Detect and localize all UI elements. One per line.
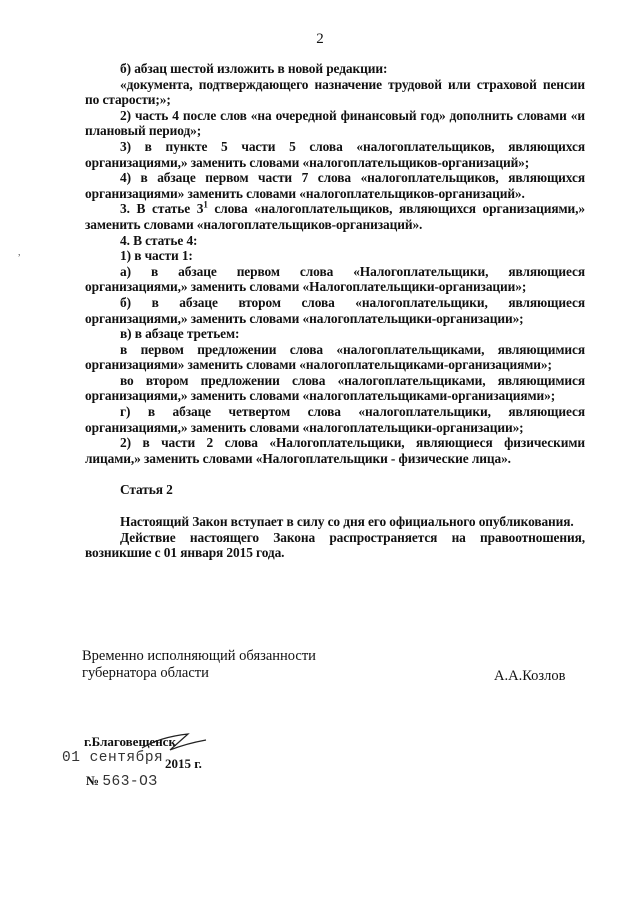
paragraph: в) в абзаце третьем: xyxy=(120,326,240,342)
number-sign: № xyxy=(86,773,100,788)
paragraph-text: слова «налогоплательщиков, являющихся организациями,» заменить словами «налогоплательщиков-организаций». xyxy=(85,201,585,232)
margin-mark: , xyxy=(18,247,21,258)
number-value: 563-ОЗ xyxy=(102,774,158,790)
paragraph: 3) в пункте 5 части 5 слова «налогоплательщиков, являющихся организациями,» заменить словами «налогоплательщиков-организаций»; xyxy=(85,138,585,170)
article-paragraph: Настоящий Закон вступает в силу со дня его официального опубликования. xyxy=(120,514,574,530)
paragraph: 4) в абзаце первом части 7 слова «налогоплательщиков, являющихся организациями» заменить словами «налогоплательщиков-организаций». xyxy=(85,170,585,201)
position-line: Временно исполняющий обязанности xyxy=(82,648,316,664)
article-heading: Статья 2 xyxy=(120,482,173,498)
paragraph: 1) в части 1: xyxy=(120,248,193,264)
paragraph: 2) в части 2 слова «Налогоплательщики, являющиеся физическими лицами,» заменить словами «Налогоплательщики - физические лица». xyxy=(85,435,585,466)
date-line xyxy=(62,750,262,772)
paragraph: во втором предложении слова «налогоплательщиками, являющимися организациями,» заменить словами «налогоплательщиками-организациями»; xyxy=(85,372,585,404)
paragraph: 4. В статье 4: xyxy=(120,232,198,248)
paragraph: «документа, подтверждающего назначение трудовой или страховой пенсии по старости;»; xyxy=(85,76,585,108)
superscript: 1 xyxy=(203,199,208,210)
paragraph: 2) часть 4 после слов «на очередной финансовый год» дополнить словами «и плановый период»; xyxy=(85,107,585,139)
paragraph: б) в абзаце втором слова «налогоплательщики, являющиеся организациями,» заменить словами «налогоплательщики-организации»; xyxy=(85,294,585,326)
position-line: губернатора области xyxy=(82,665,209,681)
page-number: 2 xyxy=(316,31,324,47)
paragraph: г) в абзаце четвертом слова «налогоплательщики, являющиеся организациями,» заменить словами «налогоплательщики-организации»; xyxy=(85,404,585,435)
signatory-position xyxy=(82,648,316,682)
date-stamp: 01 сентября xyxy=(62,750,164,766)
paragraph: б) абзац шестой изложить в новой редакции: xyxy=(120,61,388,76)
article-paragraph: Действие настоящего Закона распространяется на правоотношения, возникшие с 01 января 2015 года. xyxy=(85,529,585,561)
paragraph xyxy=(85,201,585,232)
document-body xyxy=(85,61,585,561)
paragraph-text: 3. В статье 3 xyxy=(120,201,204,217)
paragraph: а) в абзаце первом слова «Налогоплательщики, являющиеся организациями,» заменить словами «Налогоплательщики-организации»; xyxy=(85,263,585,295)
signatory-name: А.А.Козлов xyxy=(494,668,566,684)
paragraph: в первом предложении слова «налогоплательщиками, являющимися организациями» заменить словами «налогоплательщиками-организациями»; xyxy=(85,341,585,373)
date-year: 2015 г. xyxy=(165,756,202,771)
place: г.Благовещенск xyxy=(84,734,176,749)
document-number xyxy=(86,773,158,790)
